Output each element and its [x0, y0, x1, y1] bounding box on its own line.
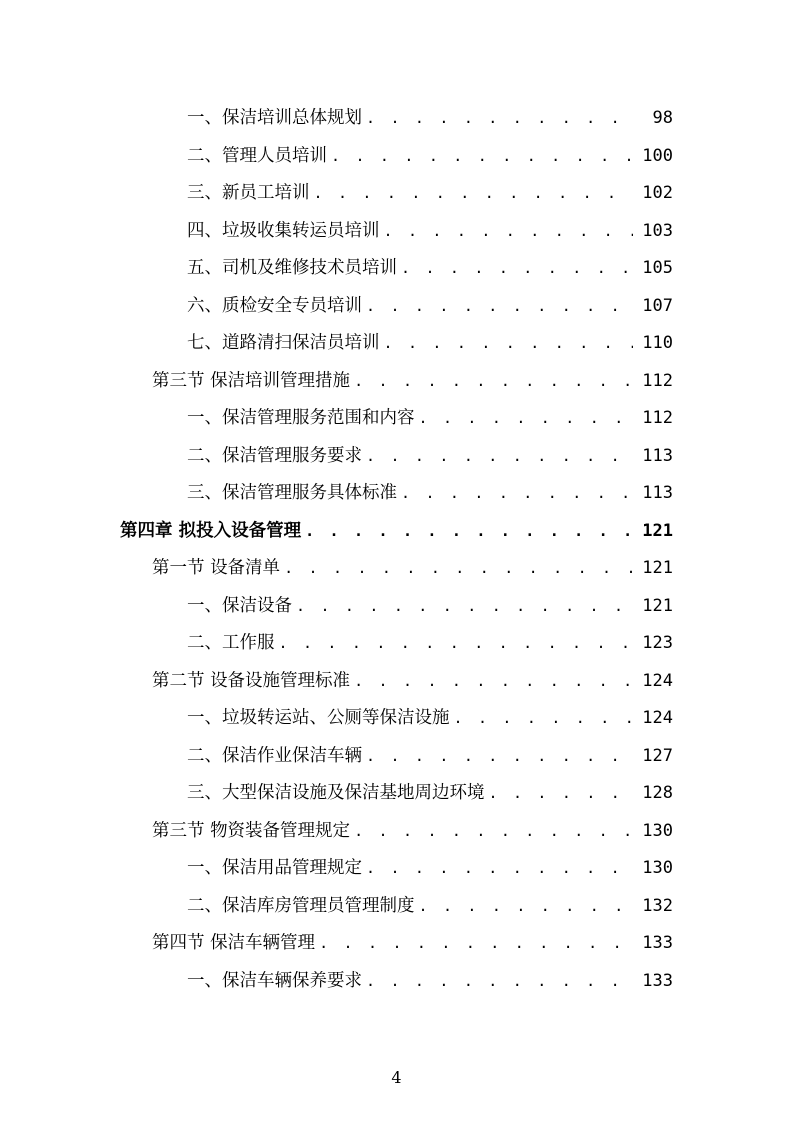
toc-entry-page: 113: [642, 483, 673, 504]
toc-entry-page: 102: [642, 183, 673, 204]
toc-entry-title: 第四节 保洁车辆管理: [152, 933, 316, 953]
toc-leader-dots: [284, 561, 633, 576]
toc-entry-title: 第三节 保洁培训管理措施: [152, 370, 351, 391]
toc-entry[interactable]: [0, 850, 793, 888]
toc-leader-dots: [366, 974, 633, 989]
toc-leader-dots: [384, 224, 634, 239]
toc-leader-dots: [354, 824, 633, 839]
toc-leader-dots: [296, 599, 633, 614]
toc-entry-title: 二、保洁管理服务要求: [187, 445, 362, 466]
toc-entry[interactable]: [0, 213, 793, 251]
toc-entry-title: 五、司机及维修技术员培训: [187, 258, 397, 278]
toc-entry[interactable]: [0, 963, 793, 1001]
toc-entry-page: 124: [642, 670, 673, 691]
toc-leader-dots: [279, 636, 634, 651]
toc-entry-title: 第四章 拟投入设备管理: [120, 520, 302, 541]
toc-entry-title: 一、垃圾转运站、公厕等保洁设施: [187, 708, 450, 728]
toc-entry[interactable]: [0, 325, 793, 363]
toc-leader-dots: [354, 374, 633, 389]
toc-entry-title: 第一节 设备清单: [152, 558, 281, 578]
toc-entry-page: 112: [642, 370, 673, 391]
toc-entry[interactable]: [0, 700, 793, 738]
toc-leader-dots: [354, 674, 633, 689]
toc-entry-page: 98: [652, 108, 673, 129]
toc-entry-page: 130: [642, 858, 673, 879]
toc-leader-dots: [384, 336, 634, 351]
toc-leader-dots: [366, 111, 633, 126]
toc-entry-page: 103: [642, 220, 673, 241]
toc-section-entry[interactable]: [0, 813, 793, 851]
toc-entry-title: 七、道路清扫保洁员培训: [187, 333, 380, 353]
toc-entry-title: 一、保洁管理服务范围和内容: [187, 408, 415, 428]
toc-leader-dots: [366, 449, 633, 464]
toc-entry[interactable]: [0, 775, 793, 813]
toc-entry-title: 二、保洁库房管理员管理制度: [187, 895, 415, 916]
toc-entry-page: 121: [642, 520, 673, 541]
toc-entry-title: 第二节 设备设施管理标准: [152, 670, 351, 691]
toc-leader-dots: [401, 261, 633, 276]
toc-entry-page: 133: [642, 970, 673, 991]
toc-entry-page: 132: [642, 895, 673, 916]
toc-entry-title: 第三节 物资装备管理规定: [152, 820, 351, 841]
toc-entry[interactable]: [0, 438, 793, 476]
toc-entry-title: 三、保洁管理服务具体标准: [187, 483, 397, 503]
toc-leader-dots: [366, 861, 633, 876]
toc-section-entry[interactable]: [0, 550, 793, 588]
toc-leader-dots: [314, 186, 634, 201]
toc-entry[interactable]: [0, 288, 793, 326]
toc-leader-dots: [401, 486, 633, 501]
toc-entry[interactable]: [0, 138, 793, 176]
toc-entry[interactable]: [0, 625, 793, 663]
toc-entry-page: 110: [642, 333, 673, 354]
toc-entry-page: 112: [642, 408, 673, 429]
toc-entry-page: 105: [642, 258, 673, 279]
toc-entry-title: 三、大型保洁设施及保洁基地周边环境: [187, 783, 485, 803]
toc-section-entry[interactable]: [0, 663, 793, 701]
toc-entry[interactable]: [0, 738, 793, 776]
toc-entry[interactable]: [0, 475, 793, 513]
toc-leader-dots: [319, 936, 633, 951]
toc-entry-title: 二、工作服: [187, 633, 275, 653]
toc-chapter-entry[interactable]: [0, 513, 793, 551]
toc-entry-page: 121: [642, 558, 673, 579]
toc-entry-title: 一、保洁设备: [187, 595, 292, 616]
toc-entry[interactable]: [0, 175, 793, 213]
toc-entry-page: 124: [642, 708, 673, 729]
toc-leader-dots: [454, 711, 634, 726]
toc-entry-page: 107: [642, 295, 673, 316]
toc-entry-page: 133: [642, 933, 673, 954]
toc-entry-page: 127: [642, 745, 673, 766]
toc-entry-page: 121: [642, 595, 673, 616]
toc-entry-page: 128: [642, 783, 673, 804]
toc-leader-dots: [305, 524, 633, 539]
toc-entry-title: 一、保洁车辆保养要求: [187, 970, 362, 991]
toc-entry-title: 二、管理人员培训: [187, 145, 327, 166]
table-of-contents: [0, 100, 793, 1000]
toc-entry-title: 四、垃圾收集转运员培训: [187, 220, 380, 241]
toc-entry[interactable]: [0, 888, 793, 926]
toc-entry-page: 100: [642, 145, 673, 166]
toc-entry-title: 二、保洁作业保洁车辆: [187, 745, 362, 766]
toc-entry-title: 一、保洁用品管理规定: [187, 858, 362, 878]
toc-entry[interactable]: [0, 400, 793, 438]
toc-leader-dots: [419, 411, 634, 426]
toc-leader-dots: [366, 299, 633, 314]
toc-entry-page: 113: [642, 445, 673, 466]
toc-entry-title: 六、质检安全专员培训: [187, 295, 362, 316]
toc-entry-title: 三、新员工培训: [187, 183, 310, 203]
toc-entry-title: 一、保洁培训总体规划: [187, 108, 362, 128]
toc-section-entry[interactable]: [0, 925, 793, 963]
toc-leader-dots: [419, 899, 634, 914]
toc-entry-page: 123: [642, 633, 673, 654]
toc-entry[interactable]: [0, 588, 793, 626]
page-number: 4: [391, 1068, 402, 1087]
toc-entry[interactable]: [0, 100, 793, 138]
toc-leader-dots: [366, 749, 633, 764]
toc-leader-dots: [489, 786, 634, 801]
toc-leader-dots: [331, 149, 633, 164]
toc-entry-page: 130: [642, 820, 673, 841]
toc-section-entry[interactable]: [0, 363, 793, 401]
toc-entry[interactable]: [0, 250, 793, 288]
